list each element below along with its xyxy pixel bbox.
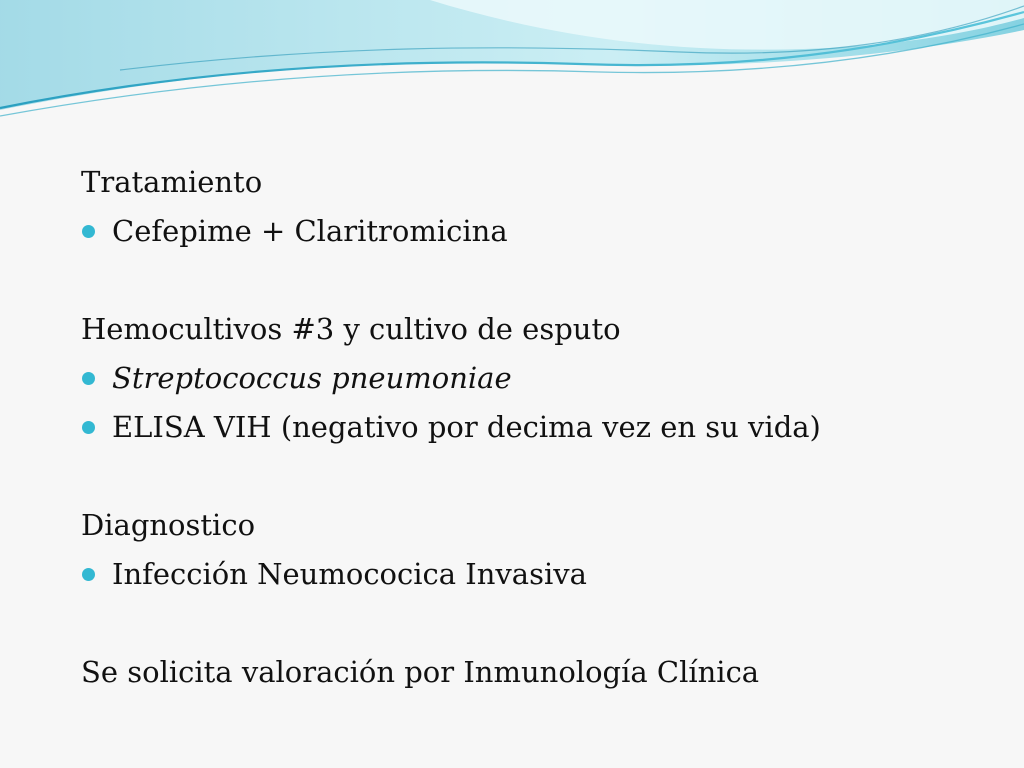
- bullet-item: [81, 550, 981, 599]
- bullet-text: Cefepime + Claritromicina: [112, 214, 508, 248]
- section-heading-hemocultivos: Hemocultivos #3 y cultivo de esputo: [81, 312, 621, 346]
- spacer: [81, 256, 981, 305]
- bullet-item: [81, 207, 981, 256]
- bullet-text: Infección Neumococica Invasiva: [112, 557, 587, 591]
- bullet-item: [81, 403, 981, 452]
- spacer: [81, 452, 981, 501]
- spacer: [81, 599, 981, 648]
- closing-statement: Se solicita valoración por Inmunología Clínica: [81, 655, 760, 689]
- section-heading-diagnostico: Diagnostico: [81, 508, 256, 542]
- bullet-item: [81, 354, 981, 403]
- bullet-text: ELISA VIH (negativo por decima vez en su vida): [112, 410, 821, 444]
- bullet-dot-icon: [82, 225, 95, 238]
- bullet-dot-icon: [82, 568, 95, 581]
- header-wave-decoration: [0, 0, 1024, 130]
- slide-body: [81, 158, 981, 697]
- section-heading-tratamiento: Tratamiento: [81, 165, 263, 199]
- bullet-text-organism: Streptococcus pneumoniae: [112, 361, 512, 395]
- bullet-dot-icon: [82, 372, 95, 385]
- bullet-dot-icon: [82, 421, 95, 434]
